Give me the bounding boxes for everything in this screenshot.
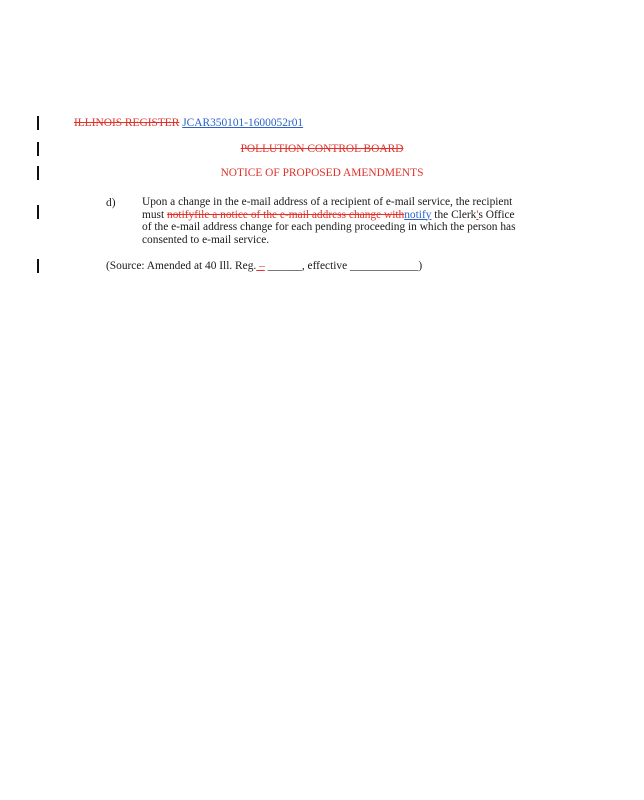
agency-name (0, 142, 644, 156)
source-suffix: ) (418, 260, 423, 272)
source-prefix: (Source: Amended at 40 Ill. Reg. (106, 260, 257, 272)
register-deleted-text: ILLINOIS REGISTER (74, 117, 180, 129)
section-paragraph (142, 196, 522, 246)
paragraph-apostrophe-marker: ' (476, 208, 479, 221)
section-label: d) (106, 197, 116, 209)
paragraph-deleted-text: notifyfile a notice of the e-mail address change with (167, 208, 405, 221)
source-deleted-dash: – (256, 260, 265, 272)
source-note (106, 259, 422, 273)
paragraph-text-1: Upon a change in the e-mail address of a recipient of e-mail service, the recipient must (142, 196, 513, 221)
notice-title: NOTICE OF PROPOSED AMENDMENTS (220, 167, 424, 179)
register-inserted-text: JCAR350101-1600052r01 (182, 117, 304, 129)
register-header (74, 116, 303, 130)
change-bar-header (37, 116, 39, 130)
agency-name-deleted: POLLUTION CONTROL BOARD (240, 143, 404, 155)
paragraph-text-2: the Clerk (431, 208, 477, 221)
source-blank-2: ____________ (350, 260, 419, 272)
paragraph-inserted-text: notify (404, 208, 432, 221)
change-bar-paragraph (37, 205, 39, 219)
source-middle: , effective (301, 260, 351, 272)
paragraph-text-3: s Office of the e-mail address change for each pending proceeding in which the person has consented to e-mail service. (142, 208, 516, 246)
source-blank-1: ______ (264, 260, 302, 272)
change-bar-source (37, 259, 39, 273)
